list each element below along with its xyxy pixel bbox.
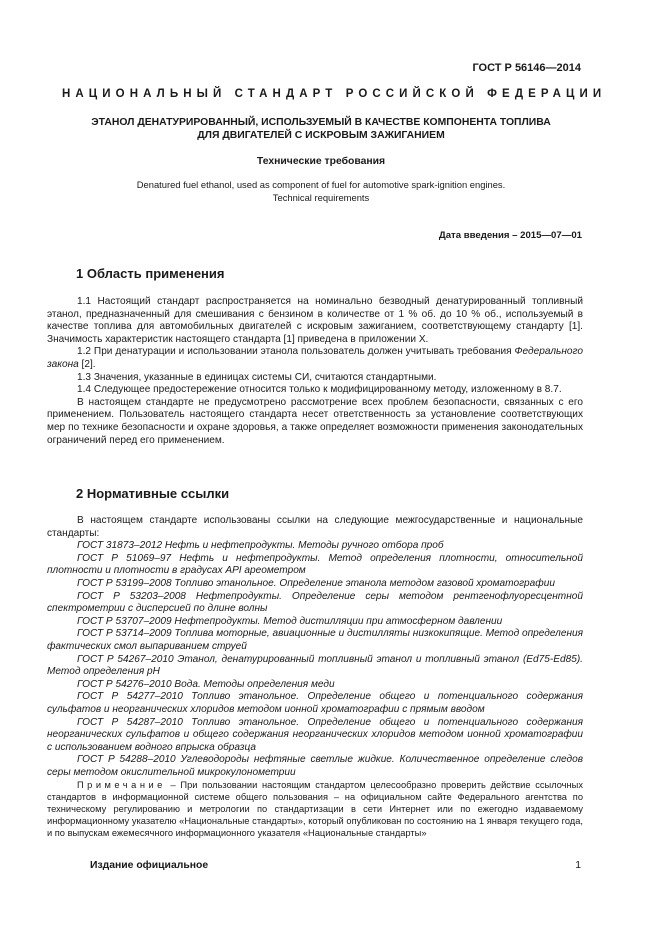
national-standard-banner: НАЦИОНАЛЬНЫЙ СТАНДАРТ РОССИЙСКОЙ ФЕДЕРАЦИИ <box>62 88 607 100</box>
references-intro: В настоящем стандарте использованы ссылки на следующие межгосударственные и национальные стандарты: <box>47 515 583 539</box>
document-title <box>60 117 582 142</box>
paragraph-1-3: 1.3 Значения, указанные в единицах системы СИ, считаются стандартными. <box>77 371 437 383</box>
page-number: 1 <box>575 860 581 871</box>
official-edition-label: Издание официальное <box>90 860 209 871</box>
document-number: ГОСТ Р 56146—2014 <box>472 62 581 74</box>
english-title <box>60 178 582 204</box>
section-2-body <box>47 515 583 839</box>
english-title-line-1: Denatured fuel ethanol, used as component of fuel for automotive spark-ignition engines. <box>136 179 506 190</box>
reference-item: ГОСТ Р 54277–2010 Топливо этанольное. Определение общего и потенциального содержания сульфатов и неорганических хлоридов методом ионной хроматографии с прямым вводом <box>47 691 583 715</box>
section-1-body <box>47 296 583 447</box>
note <box>47 779 583 839</box>
reference-item: ГОСТ Р 54288–2010 Углеводороды нефтяные светлые жидкие. Количественное определение следов серы методом окислительной микрокулонометрии <box>47 754 583 778</box>
english-title-line-2: Technical requirements <box>272 192 370 203</box>
paragraph-1-2: 1.2 При денатурации и использовании этанола пользователь должен учитывать требования Федерального закона [2]. <box>47 346 583 370</box>
reference-item: ГОСТ Р 53714–2009 Топлива моторные, авиационные и дистилляты низкокипящие. Метод определения фактических смол выпариванием струей <box>47 628 583 652</box>
reference-item: ГОСТ Р 53199–2008 Топливо этанольное. Определение этанола методом газовой хроматографии <box>77 577 555 589</box>
title-line-2: ДЛЯ ДВИГАТЕЛЕЙ С ИСКРОВЫМ ЗАЖИГАНИЕМ <box>197 129 445 141</box>
title-line-1: ЭТАНОЛ ДЕНАТУРИРОВАННЫЙ, ИСПОЛЬЗУЕМЫЙ В КАЧЕСТВЕ КОМПОНЕНТА ТОПЛИВА <box>91 117 551 128</box>
paragraph-1-4: 1.4 Следующее предостережение относится только к модифицированному методу, изложенному в 8.7. <box>77 384 562 396</box>
reference-item: ГОСТ 31873–2012 Нефть и нефтепродукты. Методы ручного отбора проб <box>77 540 444 552</box>
note-text: – При пользовании настоящим стандартом целесообразно проверить действие ссылочных стандартов в информационной системе общего пользования – на официальном сайте Федерального агентства по техническому регулированию и метрологии по стандартизации в сети Интернет или по ежегодно издаваемому информационному указателю «Национальные стандарты», который опубликован по состоянию на 1 января текущего года, и по выпускам ежемесячного информационного указателя «Национальные стандарты» <box>47 780 583 839</box>
paragraph-safety: В настоящем стандарте не предусмотрено рассмотрение всех проблем безопасности, связанных с его применением. Пользователь настоящего стандарта несет ответственность за установление соответствующих мер по технике безопасности и охране здоровья, а также определяет возможности применения законодательных ограничений перед его применением. <box>47 396 583 446</box>
note-label: Примечание <box>77 780 166 791</box>
section-1-heading: 1 Область применения <box>76 266 225 281</box>
section-2-heading: 2 Нормативные ссылки <box>76 486 230 501</box>
introduction-date: Дата введения – 2015—07—01 <box>438 230 582 241</box>
reference-item: ГОСТ Р 51069–97 Нефть и нефтепродукты. Метод определения плотности, относительной плотности и плотности в градусах API ареометром <box>47 552 583 577</box>
reference-item: ГОСТ Р 54276–2010 Вода. Методы определения меди <box>77 678 335 690</box>
paragraph-1-1: 1.1 Настоящий стандарт распространяется на номинально безводный денатурированный топливный этанол, предназначенный для смешивания с бензином в количестве от 1 % об. до 10 % об., используемый в качестве топлива для автомобильных двигателей с искровым зажиганием, соответствующему стандарту [1]. Значимость характеристик настоящего стандарта [1] приведена в приложении X. <box>47 296 583 345</box>
reference-item: ГОСТ Р 53707–2009 Нефтепродукты. Метод дистилляции при атмосферном давлении <box>77 615 503 627</box>
reference-item: ГОСТ Р 53203–2008 Нефтепродукты. Определение серы методом рентгенофлуоресцентной спектрометрии с дисперсией по длине волны <box>47 590 583 615</box>
reference-item: ГОСТ Р 54267–2010 Этанол, денатурированный топливный этанол и топливный этанол (Ed75-Ed85). Метод определения pH <box>47 653 583 678</box>
document-subtitle: Технические требования <box>256 156 386 167</box>
reference-item: ГОСТ Р 54287–2010 Топливо этанольное. Определение общего и потенциального содержания неорганических сульфатов и общего содержания неорганических хлоридов методом ионной хроматографии с использованием водного впрыска образца <box>47 716 583 753</box>
